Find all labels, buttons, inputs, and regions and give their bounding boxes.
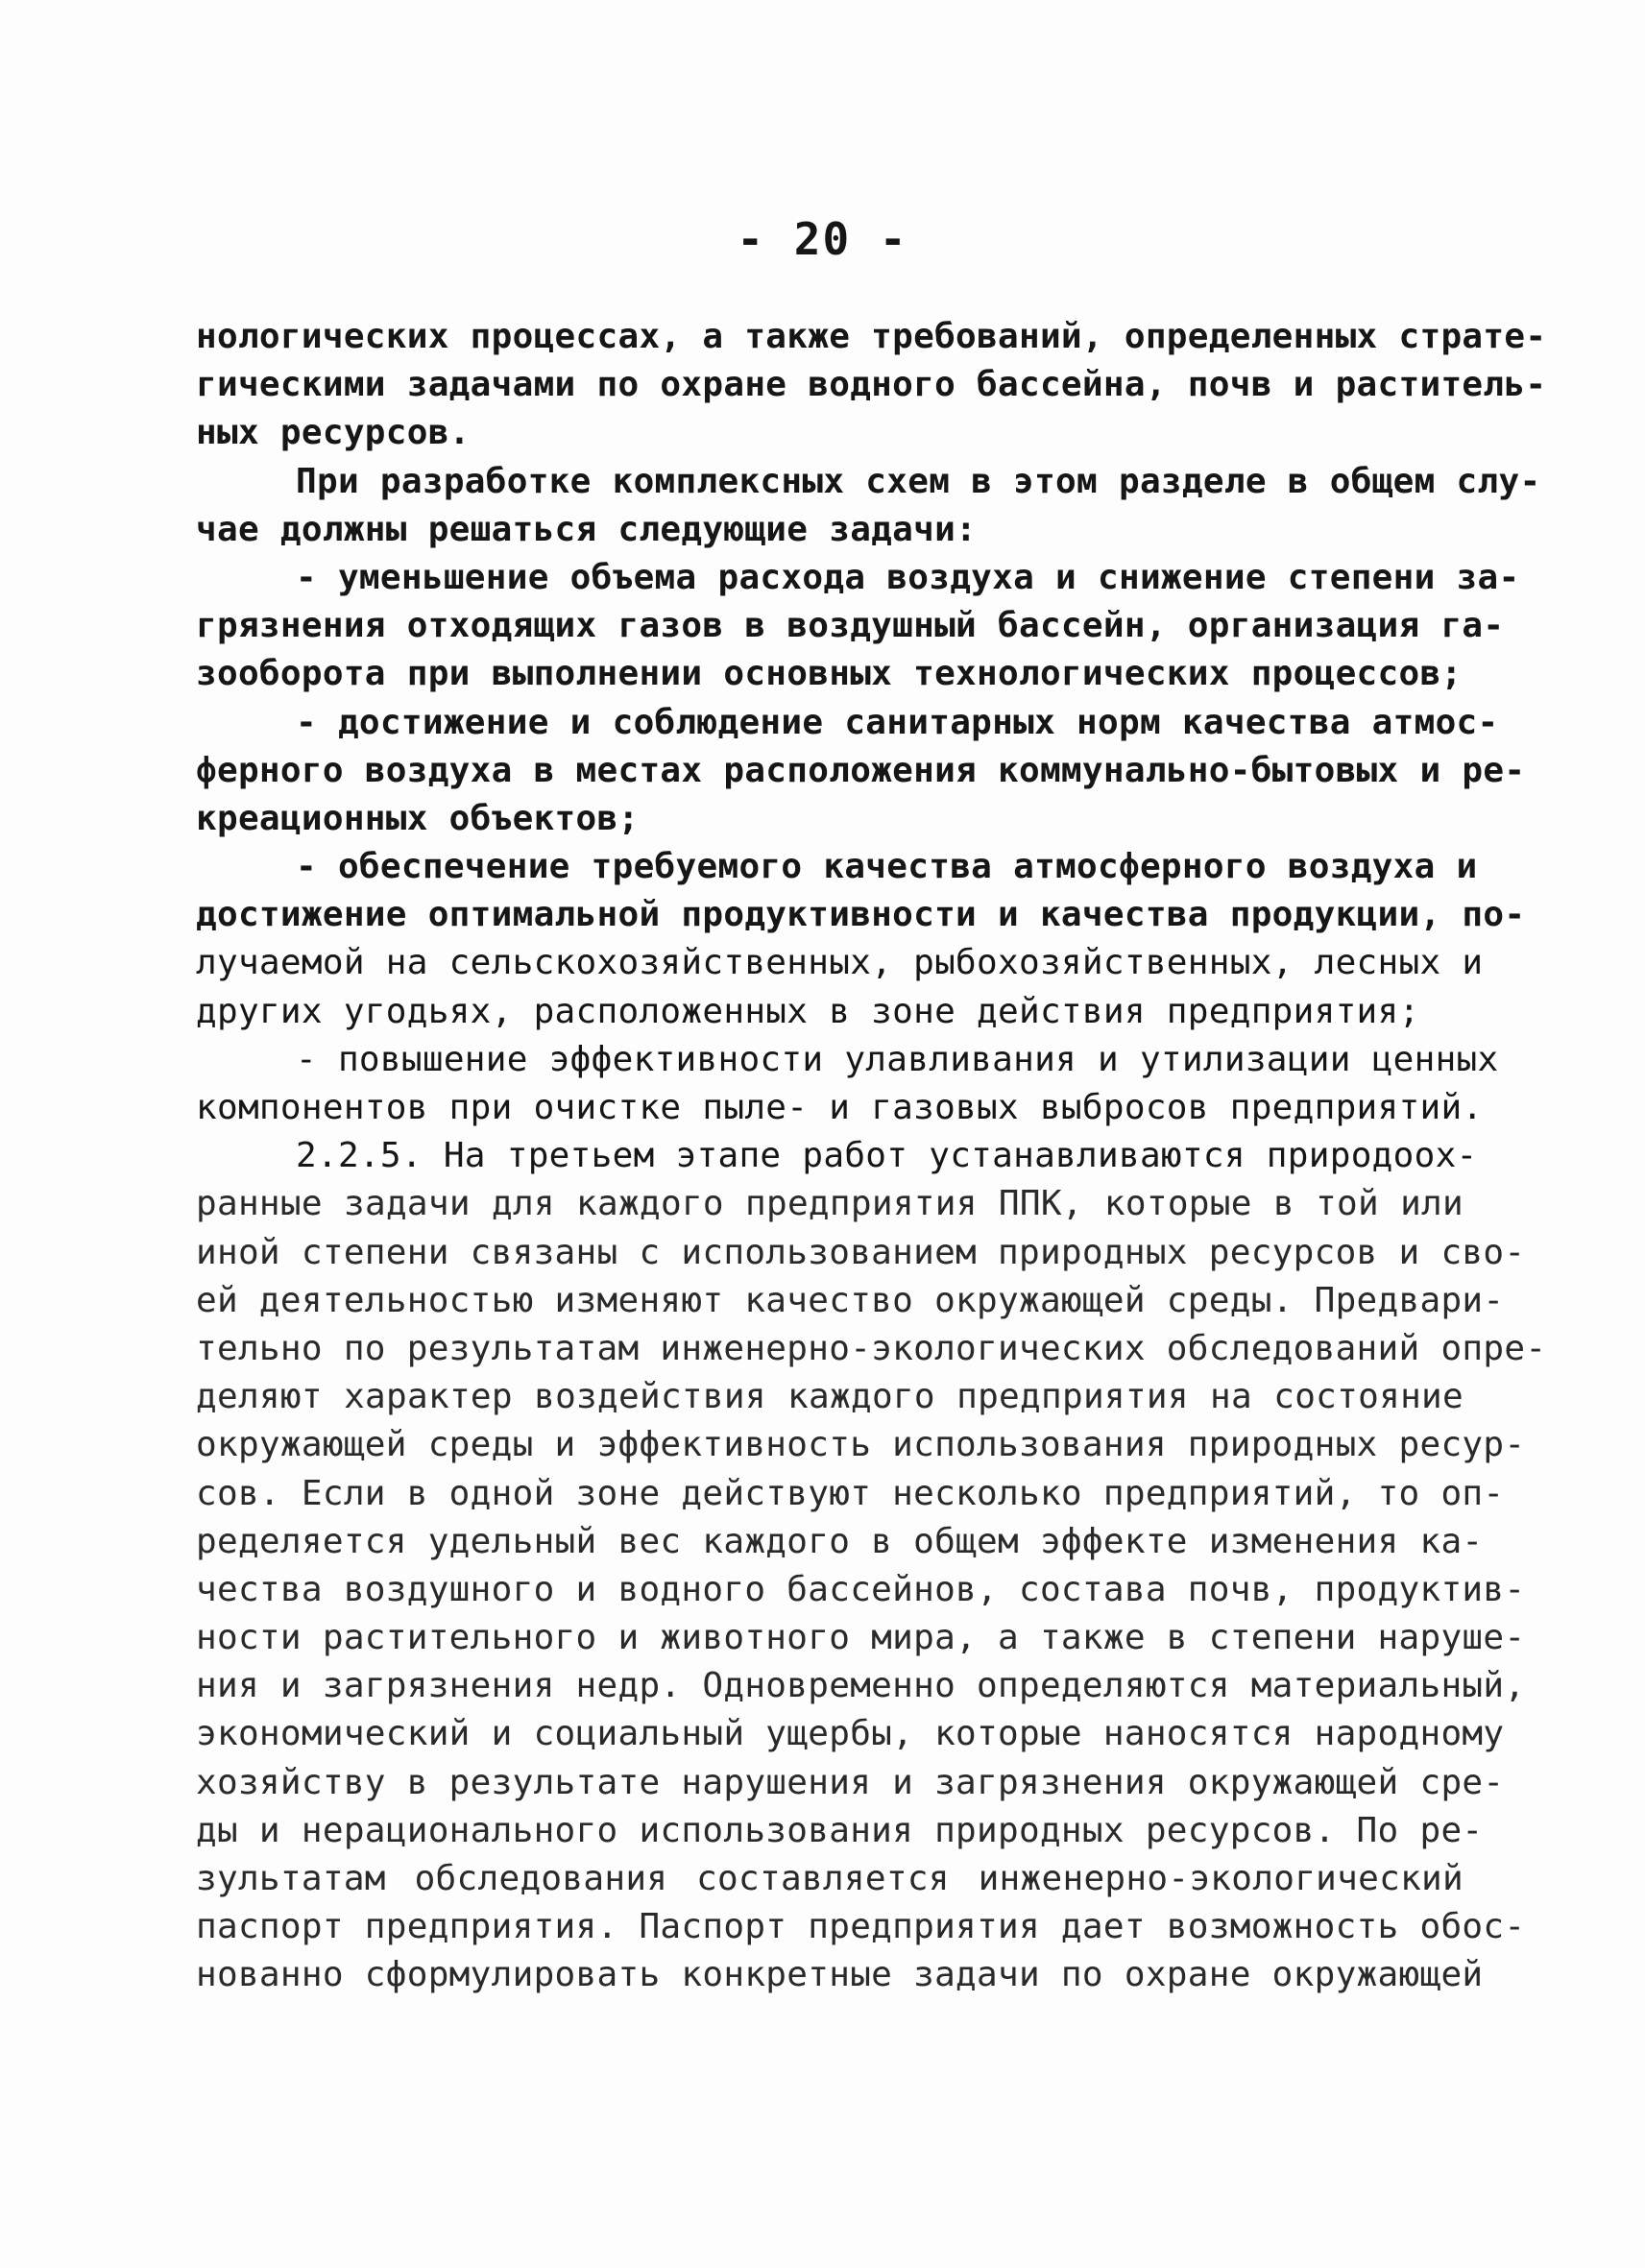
page-number: - 20 - (737, 213, 908, 265)
text-line: 2.2.5. На третьем этапе работ устанавливаются природоох- (296, 1136, 1478, 1176)
text-line: хозяйству в результате нарушения и загрязнения окружающей сре- (196, 1762, 1505, 1802)
text-line: чае должны решаться следующие задачи: (196, 509, 978, 549)
text-line: - повышение эффективности улавливания и утилизации ценных (296, 1039, 1499, 1079)
text-line: достижение оптимальной продуктивности и качества продукции, по- (196, 895, 1526, 935)
text-line: ределяется удельный вес каждого в общем эффекте изменения ка- (196, 1521, 1484, 1561)
text-line: - уменьшение объема расхода воздуха и снижение степени за- (296, 557, 1520, 597)
text-line: лучаемой на сельскохозяйственных, рыбохозяйственных, лесных и (196, 943, 1484, 983)
text-line: - достижение и соблюдение санитарных норм качества атмос- (296, 702, 1499, 742)
text-line: окружающей среды и эффективность использования природных ресур- (196, 1425, 1526, 1465)
text-line: компонентов при очистке пыле- и газовых выбросов предприятий. (196, 1088, 1484, 1127)
text-line: гическими задачами по охране водного бассейна, почв и раститель- (196, 365, 1547, 405)
text-line: сов. Если в одной зоне действуют несколько предприятий, то оп- (196, 1473, 1505, 1513)
text-line: иной степени связаны с использованием природных ресурсов и сво- (196, 1232, 1526, 1272)
text-line: нологических процессах, а также требований, определенных страте- (196, 317, 1547, 356)
text-line: зооборота при выполнении основных технологических процессов; (196, 654, 1463, 694)
text-line: При разработке комплексных схем в этом разделе в общем слу- (296, 461, 1541, 501)
text-line: - обеспечение требуемого качества атмосферного воздуха и (296, 847, 1478, 887)
text-line: ния и загрязнения недр. Одновременно определяются материальный, (196, 1666, 1526, 1706)
text-line: ности растительного и животного мира, а также в степени наруше- (196, 1618, 1526, 1658)
text-line: креационных объектов; (196, 798, 640, 838)
text-line: ды и нерационального использования природных ресурсов. По ре- (196, 1810, 1484, 1850)
text-line: других угодьях, расположенных в зоне действия предприятия; (196, 991, 1420, 1031)
text-line: экономический и социальный ущербы, которые наносятся народному (196, 1714, 1505, 1754)
text-line: тельно по результатам инженерно-экологических обследований опре- (196, 1328, 1547, 1368)
text-line: ферного воздуха в местах расположения коммунально-бытовых и ре- (196, 750, 1526, 790)
body-text (196, 313, 1547, 2000)
text-line: нованно сформулировать конкретные задачи по охране окружающей (196, 1955, 1484, 1995)
text-line: паспорт предприятия. Паспорт предприятия дает возможность обос- (196, 1907, 1526, 1947)
text-line: ей деятельностью изменяют качество окружающей среды. Предвари- (196, 1280, 1505, 1320)
text-line: чества воздушного и водного бассейнов, состава почв, продуктив- (196, 1569, 1526, 1609)
text-line: ных ресурсов. (196, 413, 471, 453)
text-line: грязнения отходящих газов в воздушный бассейн, организация га- (196, 606, 1505, 646)
text-line: зультатам обследования составляется инженерно-экологический (196, 1859, 1464, 1898)
text-line: ранные задачи для каждого предприятия ППК, которые в той или (196, 1184, 1464, 1224)
text-line: деляют характер воздействия каждого предприятия на состояние (196, 1377, 1464, 1417)
